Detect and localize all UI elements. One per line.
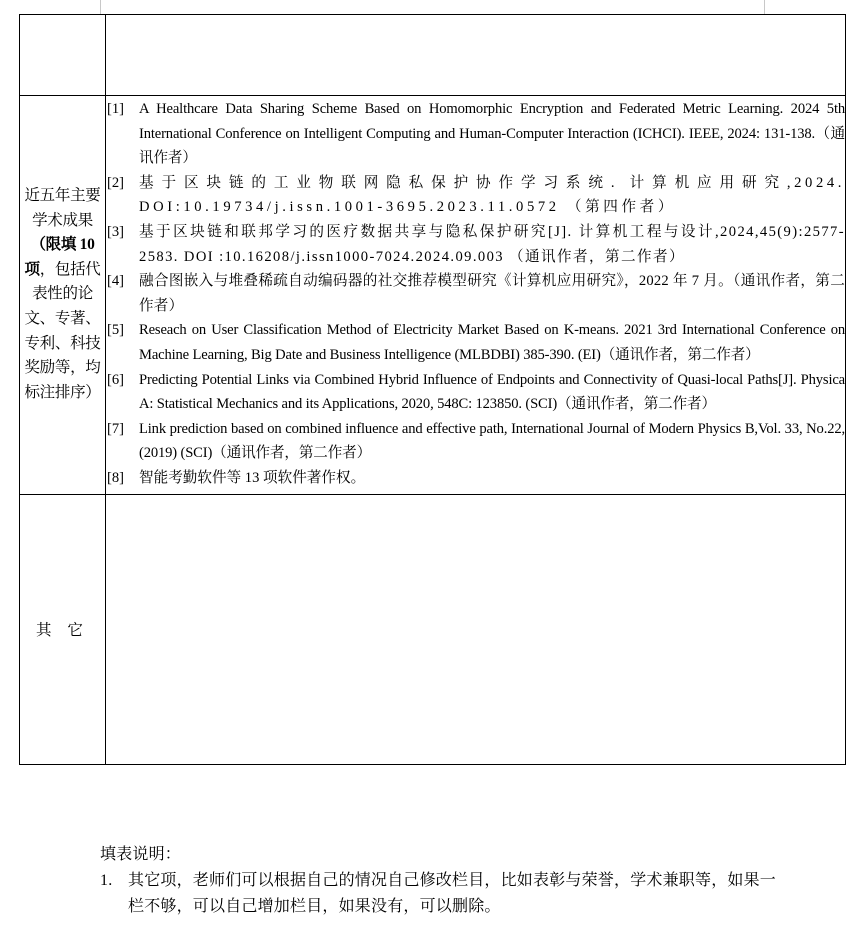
other-content-cell[interactable]: [106, 494, 846, 764]
note-number: 1.: [100, 872, 113, 889]
note-text: 其它项，老师们可以根据自己的情况自己修改栏目，比如表彰与荣誉，学术兼职等，如果一栏不够，可以自己增加栏目，如果没有，可以删除。: [128, 872, 777, 915]
label-bold-text: 项: [24, 260, 40, 278]
publication-text: 融合图嵌入与堆叠稀疏自动编码器的社交推荐模型研究《计算机应用研究》，2022 年 7 月。（通讯作者，第二作者）: [139, 273, 845, 314]
publication-text: Link prediction based on combined influence and effective path, International Journal of Modern Physics B,Vol. 33, No.22, (2019) (SCI)（通讯作者，第二作者）: [139, 420, 845, 462]
publication-text: Predicting Potential Links via Combined Hybrid Influence of Endpoints and Connectivity of Quasi-local Paths[J]. Physica A: Statistical Mechanics and its Applications, 2020, 548C: 123850. (SCI)（通讯作者，第二作者）: [139, 371, 845, 413]
publication-item: [106, 368, 845, 417]
publication-item: [106, 466, 845, 491]
form-notes: [100, 842, 780, 920]
table-row-other: [20, 494, 846, 764]
label-line: [21, 233, 104, 258]
label-line: [21, 258, 104, 283]
label-line: 标注排序）: [24, 383, 101, 401]
other-label: 其 它: [20, 494, 106, 764]
publication-item: [106, 171, 845, 220]
publication-number: [7]: [107, 420, 125, 437]
publication-number: [4]: [107, 273, 125, 290]
publication-number: [6]: [107, 371, 125, 388]
publication-text: Reseach on User Classification Method of Electricity Market Based on K-means. 2021 3rd International Conference on Machine Learning, Big Date and Business Intelligence (MLBDBI) 385-390. (EI)（通讯作者，第二作者）: [139, 322, 845, 363]
publication-text: 基于区块链和联邦学习的医疗数据共享与隐私保护研究[J]. 计算机工程与设计,2024,45(9):2577-2583. DOI :10.16208/j.issn1000-7024.2024.09.003 （通讯作者，第二作者）: [139, 223, 845, 265]
empty-label-cell: [20, 15, 106, 96]
table-row-empty-top: [20, 15, 846, 96]
table-row-publications: [20, 96, 846, 495]
label-bold-text: （限填 10: [30, 236, 95, 254]
notes-title: 填表说明：: [100, 846, 182, 863]
label-line: 学术成果: [32, 211, 93, 229]
publication-item: [106, 417, 845, 466]
publication-text: 基于区块链的工业物联网隐私保护协作学习系统. 计算机应用研究,2024. DOI:10.19734/j.issn.1001-3695.2023.11.0572 （第四作者）: [139, 174, 845, 216]
note-item: [100, 868, 780, 920]
publications-label: [20, 96, 106, 495]
label-line: 近五年主要: [24, 187, 101, 205]
publication-text: 智能考勤软件等 13 项软件著作权。: [139, 469, 366, 486]
publication-number: [1]: [107, 101, 125, 117]
margin-guide-left: [100, 0, 101, 14]
label-line: 奖励等，均: [24, 359, 101, 377]
publication-number: [5]: [107, 322, 125, 339]
publications-list[interactable]: [106, 96, 846, 495]
label-line: 表性的论: [32, 285, 93, 303]
empty-content-cell[interactable]: [106, 15, 846, 96]
label-line: 专利、科技: [24, 334, 101, 352]
publication-item: [106, 220, 845, 269]
publication-number: [3]: [107, 223, 125, 240]
publication-item: [106, 318, 845, 367]
publication-item: [106, 269, 845, 318]
margin-guide-right: [764, 0, 765, 14]
label-text: ，包括代: [39, 260, 101, 278]
publication-item: [106, 97, 845, 171]
publication-number: [2]: [107, 174, 125, 191]
label-line: 文、专著、: [24, 310, 101, 328]
publication-text: A Healthcare Data Sharing Scheme Based on Homomorphic Encryption and Federated Metric Learning. 2024 5th International Conference on Intelligent Computing and Human-Computer Interaction (ICHCI). IEEE, 2024: 131-138.（通讯作者）: [139, 101, 845, 167]
publication-number: [8]: [107, 469, 125, 486]
form-table: [19, 14, 846, 765]
